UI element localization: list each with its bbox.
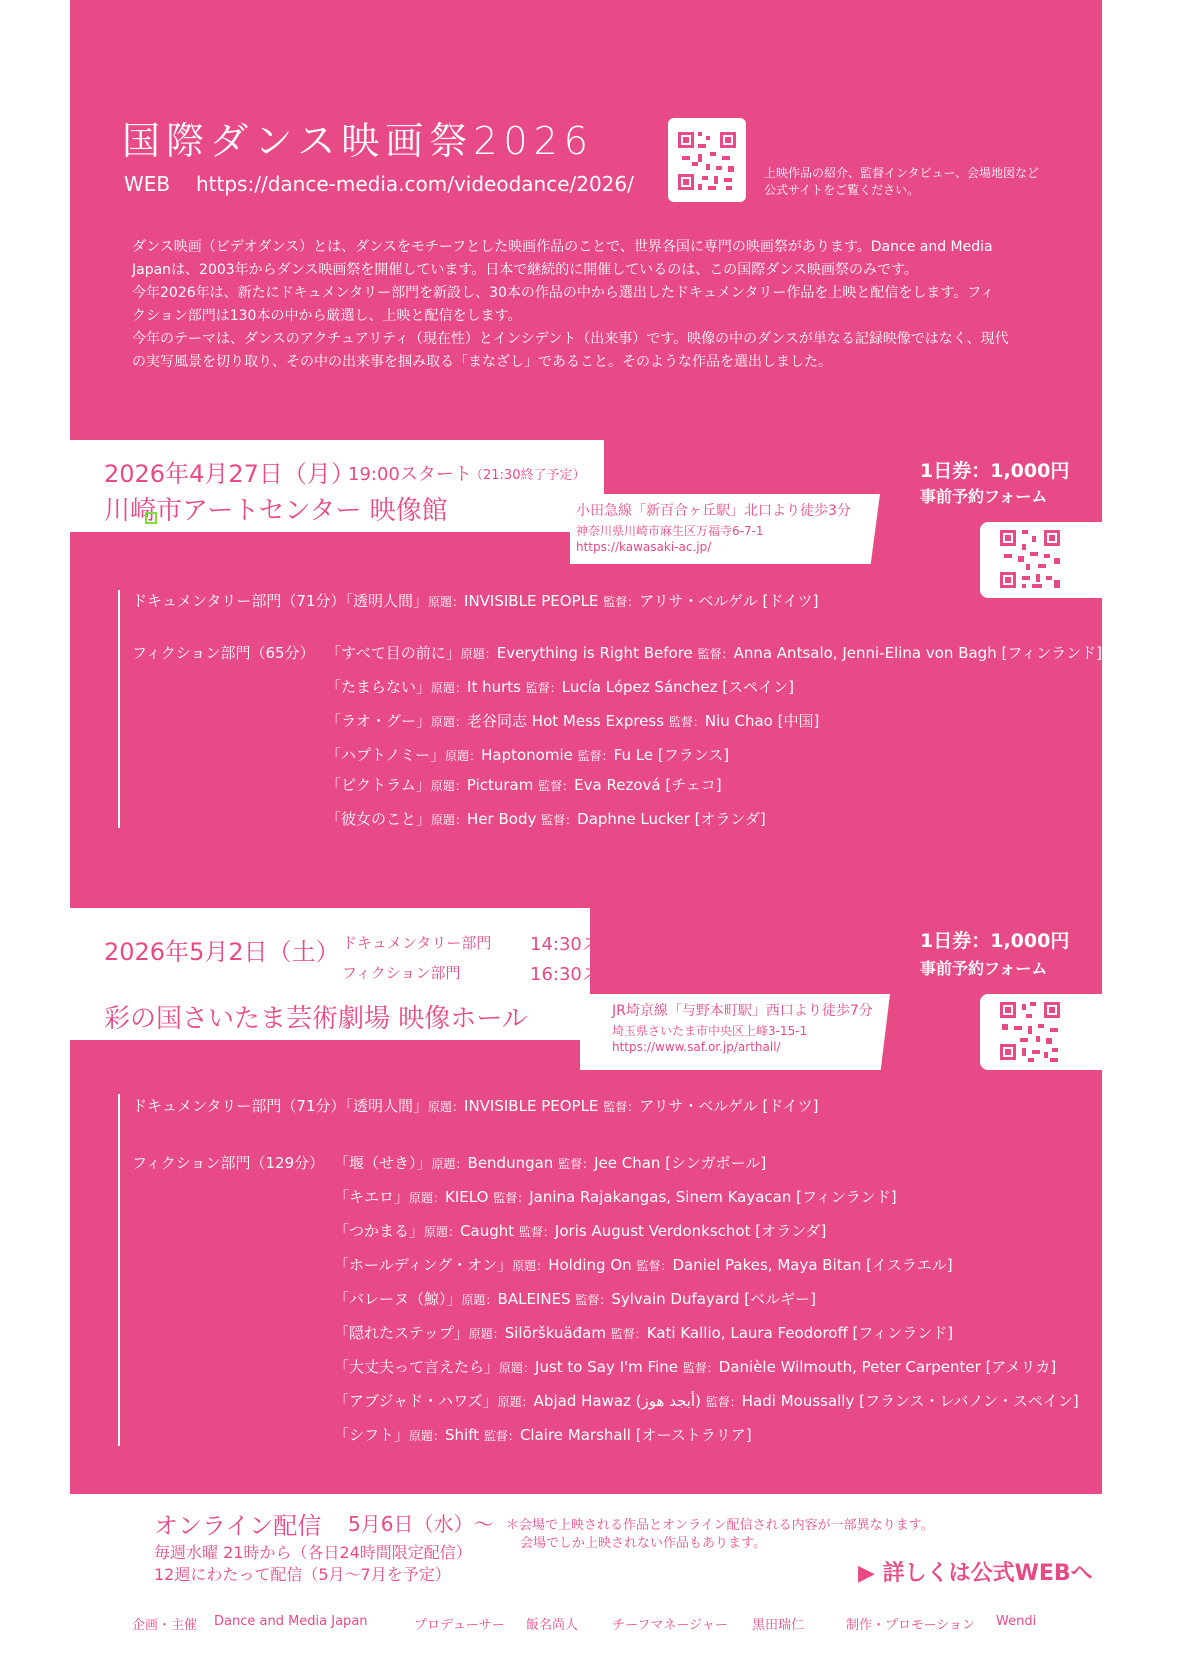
film-row: [334, 1152, 766, 1173]
orig-title: Abjad Hawaz (أبجد هوز): [533, 1392, 701, 1410]
online-schedule: 毎週水曜 21時から（各日24時間限定配信）: [154, 1543, 472, 1562]
event1-ticket-price: 1日券：1,000円: [920, 460, 1070, 482]
director-label: 監督：: [668, 715, 705, 729]
event2-fic-time: 16:30スタート: [530, 964, 654, 985]
film-title: 「隠れたステップ」: [334, 1324, 469, 1342]
qr-code-icon[interactable]: [668, 118, 746, 202]
credit-manager: 黒田瑞仁: [752, 1618, 805, 1633]
event1-fic-label: フィクション部門（65分）: [132, 644, 315, 662]
orig-title-label: 原題：: [428, 595, 465, 609]
director: Hadi Moussally [フランス・レバノン・スペイン]: [741, 1392, 1079, 1410]
event1-list-divider: [118, 590, 120, 828]
event2-fic-end: （19:00終了予定）: [654, 968, 770, 983]
orig-title: Everything is Right Before: [496, 644, 693, 662]
online-note: 会場でしか上映されない作品もあります。: [520, 1536, 766, 1551]
film-row: [334, 1186, 897, 1207]
orig-title: Bendungan: [467, 1154, 554, 1172]
event2-doc-sched-label: ドキュメンタリー部門: [342, 934, 492, 952]
page-title: 国際ダンス映画祭2026: [122, 119, 594, 163]
director: Sylvain Dufayard [ベルギー]: [611, 1290, 816, 1308]
orig-title: INVISIBLE PEOPLE: [464, 592, 599, 610]
film-row: [334, 1356, 1056, 1377]
film-row: [334, 1390, 1079, 1411]
orig-title-label: 原題：: [431, 813, 468, 827]
event1-reserve-form-link[interactable]: 事前予約フォーム: [920, 487, 1048, 506]
orig-title-label: 原題：: [431, 681, 468, 695]
film-row: [334, 1220, 826, 1241]
film-title: 「すべて目の前に」: [326, 644, 461, 662]
event2-reserve-form-link[interactable]: 事前予約フォーム: [920, 959, 1048, 978]
credit-producer-label: プロデューサー: [414, 1618, 505, 1633]
director-label: 監督：: [610, 1327, 647, 1341]
director-label: 監督：: [697, 647, 734, 661]
director: Eva Rezová [チェコ]: [574, 776, 722, 794]
event1-url-link[interactable]: https://kawasaki-ac.jp/: [576, 540, 712, 554]
film-title: 「シフト」: [334, 1426, 410, 1444]
orig-title-label: 原題：: [460, 647, 497, 661]
orig-title: Haptonomie: [481, 746, 573, 764]
orig-title-label: 原題：: [409, 1191, 446, 1205]
orig-title-label: 原題：: [431, 715, 468, 729]
director: Janina Rajakangas, Sinem Kayacan [フィンランド]: [529, 1188, 897, 1206]
film-row: [326, 710, 819, 731]
event2-panel-gap: [70, 1040, 580, 1070]
intro-line: 今年のテーマは、ダンスのアクチュアリティ（現在性）とインシデント（出来事）です。映像の中のダンスが単なる記録映像ではなく、現代: [132, 331, 1009, 347]
film-title: 「大丈夫って言えたら」: [334, 1358, 500, 1376]
credit-promo-label: 制作・プロモーション: [846, 1618, 975, 1633]
event2-ticket-price: 1日券：1,000円: [920, 930, 1070, 952]
film-title: 「つかまる」: [334, 1222, 425, 1240]
event2-doc-time: 14:30スタート: [530, 934, 654, 955]
event2-access: JR埼京線「与野本町駅」西口より徒歩7分: [612, 1003, 873, 1019]
event2-url-link[interactable]: https://www.saf.or.jp/arthall/: [612, 1040, 781, 1054]
film-title: 「ピクトラム」: [326, 776, 431, 794]
film-title: 「ハプトノミー」: [326, 746, 446, 764]
orig-title: BALEINES: [497, 1290, 571, 1308]
event2-fic-sched-label: フィクション部門: [342, 964, 461, 982]
orig-title-label: 原題：: [497, 1395, 534, 1409]
credit-manager-label: チーフマネージャー: [612, 1618, 728, 1633]
film-title: 「ホールディング・オン」: [334, 1256, 513, 1274]
director-label: 監督：: [603, 595, 640, 609]
director: Jee Chan [シンガポール]: [594, 1154, 767, 1172]
event2-address: 埼玉県さいたま市中央区上峰3-15-1: [612, 1024, 808, 1038]
director-label: 監督：: [636, 1259, 673, 1273]
orig-title: Her Body: [467, 810, 537, 828]
intro-line: クション部門は130本の中から厳選し、上映と配信をします。: [132, 308, 522, 324]
official-web-link[interactable]: ▶ 詳しくは公式WEBへ: [858, 1561, 1093, 1586]
event2-date: 2026年5月2日（土）: [104, 938, 340, 966]
credit-promo: Wendi: [996, 1614, 1037, 1629]
film-title: 「たまらない」: [326, 678, 432, 696]
orig-title: KIELO: [445, 1188, 489, 1206]
credit-producer: 飯名尚人: [526, 1618, 579, 1633]
orig-title: Just to Say I'm Fine: [535, 1358, 678, 1376]
event2-venue: 彩の国さいたま芸術劇場 映像ホール: [104, 1004, 528, 1034]
event1-doc-label: ドキュメンタリー部門（71分）: [132, 592, 346, 610]
director: Fu Le [フランス]: [613, 746, 730, 764]
event1-access: 小田急線「新百合ヶ丘駅」北口より徒歩3分: [576, 503, 851, 519]
film-title: 「ラオ・グー」: [326, 712, 432, 730]
orig-title: Holding On: [548, 1256, 632, 1274]
web-url-link[interactable]: https://dance-media.com/videodance/2026/: [196, 172, 634, 196]
film-title: 「堰（せき）」: [334, 1154, 432, 1172]
qr-code-icon[interactable]: [980, 994, 1102, 1070]
film-row: [334, 1288, 816, 1309]
director-label: 監督：: [705, 1395, 742, 1409]
orig-title: INVISIBLE PEOPLE: [464, 1097, 599, 1115]
film-row: [334, 1254, 953, 1275]
film-row: [334, 1424, 752, 1445]
director-label: 監督：: [538, 779, 575, 793]
intro-line: Japanは、2003年からダンス映画祭を開催しています。日本で継続的に開催しているのは、この国際ダンス映画祭のみです。: [132, 262, 918, 278]
director-label: 監督：: [575, 1293, 612, 1307]
event2-fic-label: フィクション部門（129分）: [132, 1154, 325, 1172]
cursor-marker: [145, 512, 157, 524]
qr-note-line1: 上映作品の紹介、監督インタビュー、会場地図など: [764, 166, 1040, 180]
director: Lucía López Sánchez [スペイン]: [561, 678, 794, 696]
orig-title: Shift: [445, 1426, 480, 1444]
director: アリサ・ベルゲル [ドイツ]: [639, 592, 819, 610]
film-title: 「透明人間」: [345, 592, 429, 610]
orig-title-label: 原題：: [512, 1259, 549, 1273]
orig-title: It hurts: [467, 678, 521, 696]
director: Kati Kallio, Laura Feodoroff [フィンランド]: [646, 1324, 954, 1342]
director: アリサ・ベルゲル [ドイツ]: [639, 1097, 819, 1115]
intro-line: 今年2026年は、新たにドキュメンタリー部門を新設し、30本の作品の中から選出したドキュメンタリー作品を上映と配信をします。フィ: [132, 285, 995, 301]
director: Anna Antsalo, Jenni-Elina von Bagh [フィンランド]: [733, 644, 1102, 662]
qr-note-line2: 公式サイトをご覧ください。: [764, 183, 920, 197]
orig-title-label: 原題：: [499, 1361, 536, 1375]
director-label: 監督：: [525, 681, 562, 695]
director: Daphne Lucker [オランダ]: [577, 810, 766, 828]
event1-time: 19:00スタート: [348, 464, 472, 485]
film-title: 「彼女のこと」: [326, 810, 432, 828]
film-row: [326, 642, 1102, 663]
intro-line: ダンス映画（ビデオダンス）とは、ダンスをモチーフとした映画作品のことで、世界各国に専門の映画祭があります。Dance and Media: [132, 239, 993, 255]
director-label: 監督：: [682, 1361, 719, 1375]
orig-title-label: 原題：: [430, 779, 467, 793]
header-panel: [70, 0, 1102, 446]
event2-doc-end: （16:10終了予定）: [654, 938, 770, 953]
director: Joris August Verdonkschot [オランダ]: [554, 1222, 827, 1240]
orig-title-label: 原題：: [409, 1429, 446, 1443]
orig-title-label: 原題：: [468, 1327, 505, 1341]
director: Daniel Pakes, Maya Bitan [イスラエル]: [672, 1256, 953, 1274]
director-label: 監督：: [483, 1429, 520, 1443]
orig-title-label: 原題：: [431, 1157, 468, 1171]
online-date: 5月6日（水）〜: [348, 1512, 494, 1536]
film-row: [326, 808, 766, 829]
film-row: [334, 1322, 953, 1343]
film-row: [326, 774, 722, 795]
orig-title: Caught: [460, 1222, 515, 1240]
credit-organizer: Dance and Media Japan: [214, 1614, 368, 1629]
director: Danièle Wilmouth, Peter Carpenter [アメリカ]: [718, 1358, 1057, 1376]
orig-title-label: 原題：: [461, 1293, 498, 1307]
orig-title: 老谷同志 Hot Mess Express: [467, 712, 665, 730]
director-label: 監督：: [558, 1157, 595, 1171]
director-label: 監督：: [541, 813, 578, 827]
orig-title: Silõrškuäđam: [504, 1324, 606, 1342]
event2-doc-row: [132, 1095, 818, 1116]
qr-code-icon[interactable]: [980, 522, 1102, 598]
event1-venue: 川崎市アートセンター 映像館: [104, 496, 448, 526]
film-title: 「バレーヌ（鯨）」: [334, 1290, 462, 1308]
event1-end: （21:30終了予定）: [470, 468, 586, 483]
director-label: 監督：: [493, 1191, 530, 1205]
event2-list-divider: [118, 1094, 120, 1446]
intro-line: の実写風景を切り取り、その中の出来事を掴み取る「まなざし」であること。そのような作品を選出しました。: [132, 354, 832, 370]
event1-doc-row: [132, 590, 818, 611]
web-label: WEB: [124, 172, 171, 196]
film-title: 「アブジャド・ハワズ」: [334, 1392, 498, 1410]
event2-doc-label: ドキュメンタリー部門（71分）: [132, 1097, 346, 1115]
event1-date: 2026年4月27日（月）: [104, 460, 355, 488]
film-row: [326, 676, 794, 697]
orig-title: Picturam: [466, 776, 534, 794]
film-title: 「透明人間」: [345, 1097, 429, 1115]
director-label: 監督：: [603, 1100, 640, 1114]
director: Niu Chao [中国]: [704, 712, 820, 730]
director-label: 監督：: [518, 1225, 555, 1239]
orig-title-label: 原題：: [445, 749, 482, 763]
online-period: 12週にわたって配信（5月〜7月を予定）: [154, 1565, 451, 1584]
film-title: 「キエロ」: [334, 1188, 410, 1206]
orig-title-label: 原題：: [424, 1225, 461, 1239]
director: Claire Marshall [オーストラリア]: [519, 1426, 752, 1444]
director-label: 監督：: [577, 749, 614, 763]
online-note: ＊会場で上映される作品とオンライン配信される内容が一部異なります。: [506, 1518, 934, 1533]
orig-title-label: 原題：: [428, 1100, 465, 1114]
online-title: オンライン配信: [154, 1512, 322, 1540]
event1-address: 神奈川県川崎市麻生区万福寺6-7-1: [576, 524, 764, 538]
film-row: [326, 744, 729, 765]
credit-organizer-label: 企画・主催: [132, 1618, 198, 1633]
